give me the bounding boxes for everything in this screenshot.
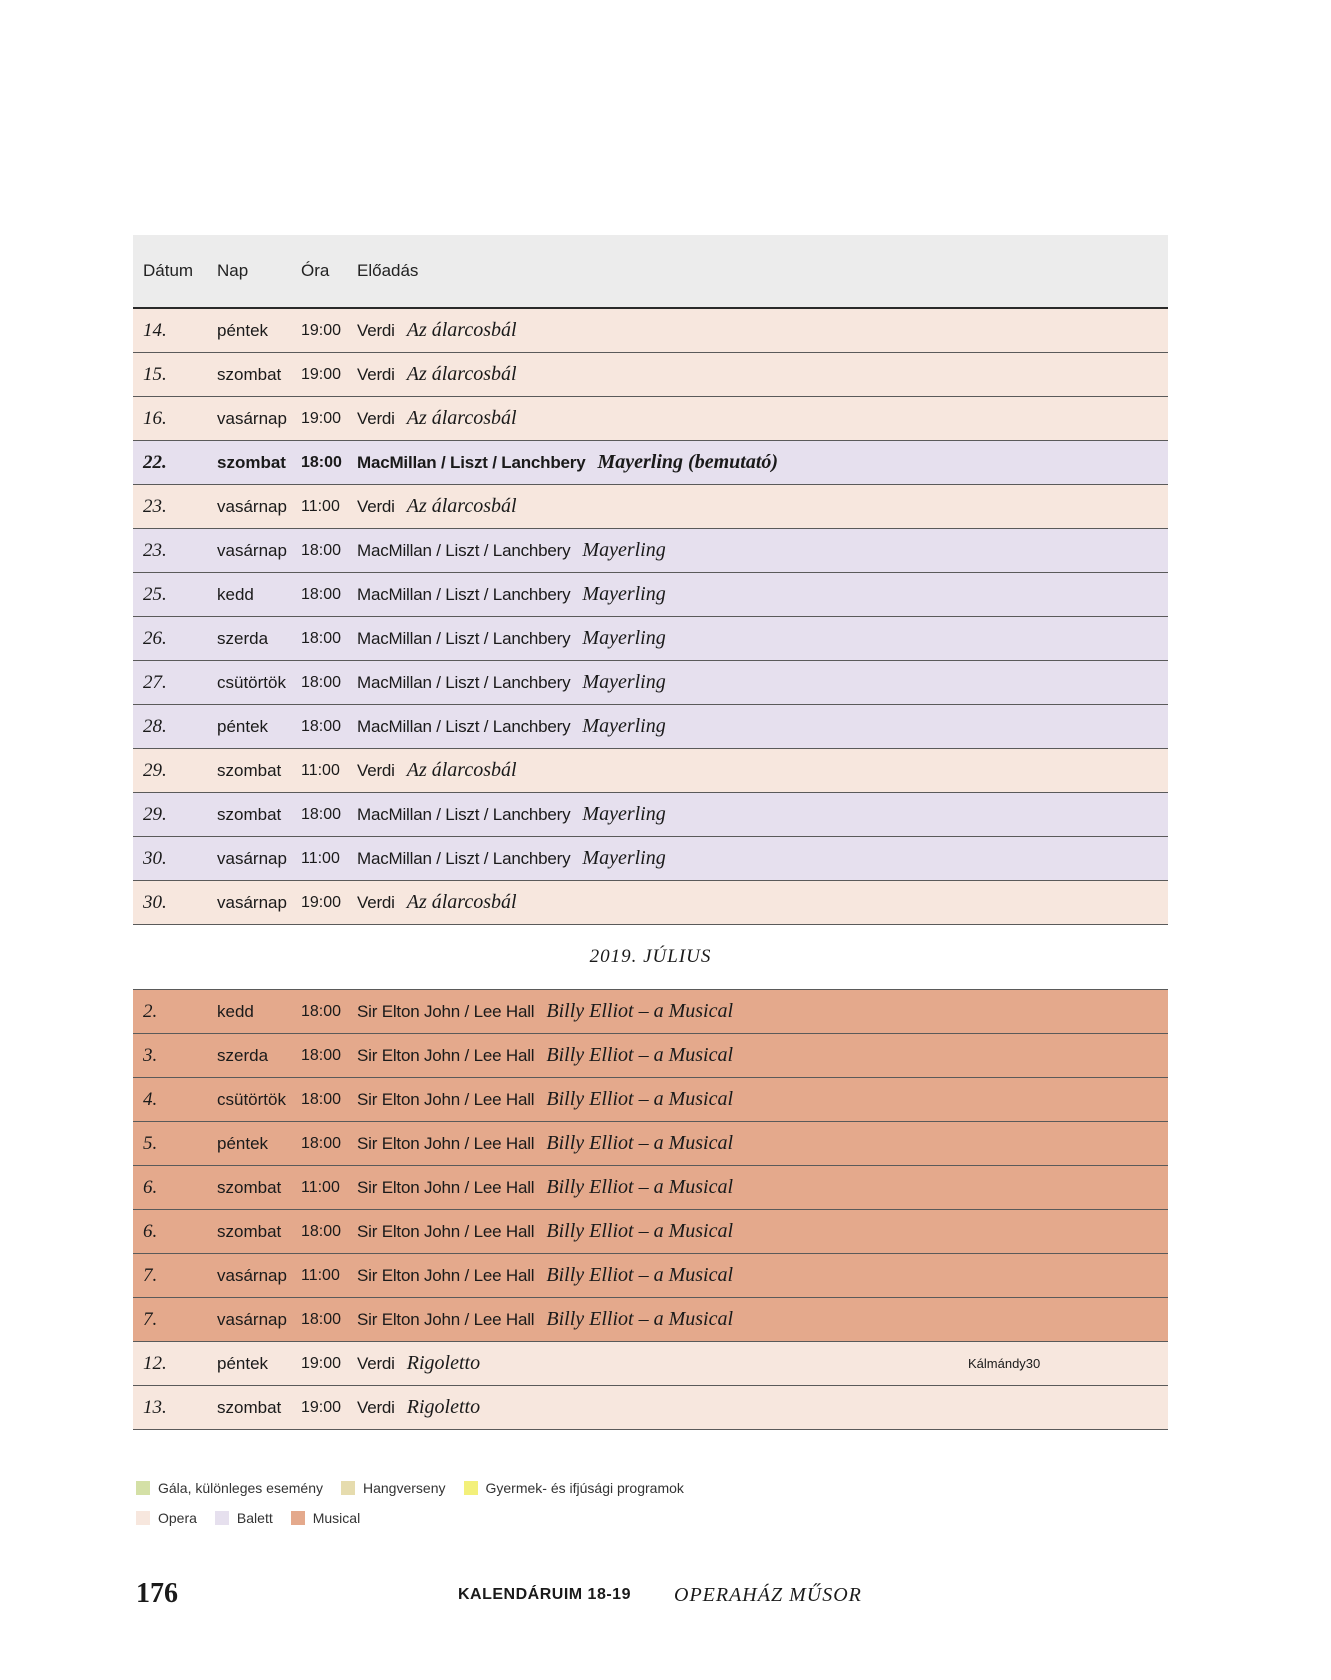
header-time: Óra <box>301 261 330 280</box>
legend-label: Gála, különleges esemény <box>158 1480 323 1496</box>
page-number: 176 <box>136 1578 178 1609</box>
row-performance <box>357 1220 1168 1243</box>
table-row <box>133 881 1168 925</box>
row-performance <box>357 1176 1168 1199</box>
row-time: 18:00 <box>301 1222 342 1240</box>
table-row <box>133 1342 1168 1386</box>
row-date: 27. <box>143 671 167 693</box>
section-name: OPERAHÁZ MŰSOR <box>674 1584 862 1606</box>
table-row <box>133 793 1168 837</box>
row-day: kedd <box>217 1001 254 1021</box>
legend-item <box>136 1480 323 1496</box>
legend-item <box>341 1480 446 1496</box>
row-composer: MacMillan / Liszt / Lanchbery <box>357 673 571 692</box>
row-composer: Verdi <box>357 321 395 340</box>
legend-label: Balett <box>236 1510 273 1526</box>
row-time: 19:00 <box>301 321 342 339</box>
row-time: 18:00 <box>301 1002 342 1020</box>
table-row <box>133 1078 1168 1122</box>
table-row <box>133 573 1168 617</box>
row-day: péntek <box>217 1133 269 1153</box>
table-row <box>133 309 1168 353</box>
table-row <box>133 1166 1168 1210</box>
row-date: 26. <box>143 627 167 649</box>
row-composer: Sir Elton John / Lee Hall <box>357 1310 535 1329</box>
row-date: 3. <box>143 1044 158 1066</box>
row-composer: MacMillan / Liszt / Lanchbery <box>357 541 571 560</box>
table-row <box>133 441 1168 485</box>
legend <box>136 1480 684 1540</box>
table-row <box>133 485 1168 529</box>
row-composer: MacMillan / Liszt / Lanchbery <box>357 717 571 736</box>
row-time: 18:00 <box>301 673 342 691</box>
row-date: 2. <box>143 1000 158 1022</box>
row-title: Mayerling <box>582 671 666 693</box>
row-date: 30. <box>143 847 167 869</box>
row-performance <box>357 803 1168 826</box>
row-date: 23. <box>143 495 167 517</box>
row-time: 18:00 <box>301 1090 342 1108</box>
row-day: szombat <box>217 452 286 472</box>
row-performance <box>357 1044 1168 1067</box>
row-time: 18:00 <box>301 1310 342 1328</box>
row-title: Mayerling <box>582 539 666 561</box>
row-composer: Verdi <box>357 1398 395 1417</box>
row-performance <box>357 1352 1168 1375</box>
row-performance <box>357 1132 1168 1155</box>
row-performance <box>357 363 1168 386</box>
legend-swatch <box>341 1481 355 1495</box>
row-performance <box>357 715 1168 738</box>
row-day: szerda <box>217 628 269 648</box>
row-time: 19:00 <box>301 1354 342 1372</box>
row-performance <box>357 759 1168 782</box>
row-time: 18:00 <box>301 629 342 647</box>
row-time: 18:00 <box>301 453 342 471</box>
row-day: szerda <box>217 1045 269 1065</box>
row-title: Mayerling (bemutató) <box>597 451 779 473</box>
row-title: Az álarcosbál <box>406 759 517 781</box>
table-header <box>133 235 1168 309</box>
row-composer: Verdi <box>357 761 395 780</box>
row-time: 18:00 <box>301 1046 342 1064</box>
table-row <box>133 1122 1168 1166</box>
row-title: Az álarcosbál <box>406 319 517 341</box>
row-date: 28. <box>143 715 167 737</box>
table-row <box>133 617 1168 661</box>
row-title: Mayerling <box>582 847 666 869</box>
table-row <box>133 1298 1168 1342</box>
row-date: 30. <box>143 891 167 913</box>
row-date: 6. <box>143 1220 158 1242</box>
row-date: 6. <box>143 1176 158 1198</box>
row-title: Mayerling <box>582 627 666 649</box>
row-date: 7. <box>143 1264 158 1286</box>
row-day: péntek <box>217 716 269 736</box>
table-row <box>133 837 1168 881</box>
row-composer: Verdi <box>357 893 395 912</box>
table-row <box>133 661 1168 705</box>
row-performance <box>357 847 1168 870</box>
row-date: 22. <box>143 451 167 473</box>
row-date: 23. <box>143 539 167 561</box>
table-row <box>133 397 1168 441</box>
june-rows <box>133 309 1168 925</box>
row-composer: MacMillan / Liszt / Lanchbery <box>357 849 571 868</box>
row-composer: MacMillan / Liszt / Lanchbery <box>357 585 571 604</box>
row-time: 11:00 <box>301 1266 340 1284</box>
legend-item <box>215 1510 273 1526</box>
table-row <box>133 353 1168 397</box>
row-date: 25. <box>143 583 167 605</box>
row-title: Billy Elliot – a Musical <box>546 1264 734 1286</box>
row-performance <box>357 583 1168 606</box>
row-date: 29. <box>143 759 167 781</box>
row-day: péntek <box>217 320 269 340</box>
row-title: Billy Elliot – a Musical <box>546 1220 734 1242</box>
row-time: 19:00 <box>301 409 342 427</box>
row-composer: Verdi <box>357 497 395 516</box>
row-title: Billy Elliot – a Musical <box>546 1132 734 1154</box>
row-time: 11:00 <box>301 1178 340 1196</box>
row-composer: MacMillan / Liszt / Lanchbery <box>357 805 571 824</box>
legend-item <box>291 1510 360 1526</box>
row-day: szombat <box>217 804 282 824</box>
legend-swatch <box>291 1511 305 1525</box>
row-title: Billy Elliot – a Musical <box>546 1308 734 1330</box>
row-day: vasárnap <box>217 496 287 516</box>
row-date: 14. <box>143 319 167 341</box>
legend-label: Opera <box>158 1510 197 1526</box>
legend-row <box>136 1510 684 1526</box>
row-time: 11:00 <box>301 761 340 779</box>
row-composer: Sir Elton John / Lee Hall <box>357 1090 535 1109</box>
row-performance <box>357 1088 1168 1111</box>
row-performance <box>357 495 1168 518</box>
legend-row <box>136 1480 684 1496</box>
row-day: szombat <box>217 1397 282 1417</box>
row-performance <box>357 891 1168 914</box>
legend-label: Musical <box>312 1510 361 1526</box>
row-composer: Sir Elton John / Lee Hall <box>357 1222 535 1241</box>
row-title: Az álarcosbál <box>406 363 517 385</box>
header-day: Nap <box>217 261 249 280</box>
legend-label: Gyermek- és ifjúsági programok <box>485 1480 684 1496</box>
row-title: Az álarcosbál <box>406 495 517 517</box>
row-time: 18:00 <box>301 541 342 559</box>
row-title: Az álarcosbál <box>406 891 517 913</box>
row-day: vasárnap <box>217 1265 287 1285</box>
row-performance <box>357 1264 1168 1287</box>
row-title: Rigoletto <box>406 1352 481 1374</box>
legend-label: Hangverseny <box>363 1480 446 1496</box>
table-row <box>133 529 1168 573</box>
row-day: csütörtök <box>217 672 286 692</box>
table-row <box>133 1210 1168 1254</box>
row-date: 7. <box>143 1308 158 1330</box>
row-time: 11:00 <box>301 497 340 515</box>
legend-swatch <box>136 1511 150 1525</box>
row-day: szombat <box>217 760 282 780</box>
row-time: 19:00 <box>301 893 342 911</box>
row-day: vasárnap <box>217 408 287 428</box>
row-title: Billy Elliot – a Musical <box>546 1088 734 1110</box>
row-day: szombat <box>217 1221 282 1241</box>
row-title: Rigoletto <box>406 1396 481 1418</box>
table-row <box>133 1034 1168 1078</box>
row-title: Billy Elliot – a Musical <box>546 1000 734 1022</box>
row-day: vasárnap <box>217 540 287 560</box>
row-composer: Sir Elton John / Lee Hall <box>357 1002 535 1021</box>
row-day: kedd <box>217 584 254 604</box>
july-rows <box>133 990 1168 1430</box>
row-time: 19:00 <box>301 365 342 383</box>
row-time: 19:00 <box>301 1398 342 1416</box>
row-performance <box>357 671 1168 694</box>
row-date: 13. <box>143 1396 167 1418</box>
table-row <box>133 705 1168 749</box>
legend-item <box>136 1510 197 1526</box>
row-time: 11:00 <box>301 849 340 867</box>
page-footer <box>136 1578 1136 1618</box>
row-day: vasárnap <box>217 892 287 912</box>
row-time: 18:00 <box>301 1134 342 1152</box>
row-date: 15. <box>143 363 167 385</box>
row-time: 18:00 <box>301 805 342 823</box>
row-composer: Verdi <box>357 365 395 384</box>
publication-name: KALENDÁRUIM 18-19 <box>458 1586 631 1603</box>
row-performance <box>357 451 1168 474</box>
row-day: vasárnap <box>217 848 287 868</box>
table-row <box>133 1254 1168 1298</box>
legend-item <box>464 1480 684 1496</box>
row-title: Billy Elliot – a Musical <box>546 1044 734 1066</box>
legend-swatch <box>215 1511 229 1525</box>
row-title: Billy Elliot – a Musical <box>546 1176 734 1198</box>
row-title: Mayerling <box>582 583 666 605</box>
row-composer: Sir Elton John / Lee Hall <box>357 1134 535 1153</box>
row-note: Kálmándy30 <box>968 1356 1041 1371</box>
table-row <box>133 990 1168 1034</box>
row-title: Mayerling <box>582 803 666 825</box>
row-date: 29. <box>143 803 167 825</box>
header-date: Dátum <box>143 261 194 280</box>
row-time: 18:00 <box>301 717 342 735</box>
row-performance <box>357 1396 1168 1419</box>
row-composer: Sir Elton John / Lee Hall <box>357 1046 535 1065</box>
row-performance <box>357 319 1168 342</box>
row-composer: MacMillan / Liszt / Lanchbery <box>357 629 571 648</box>
row-date: 12. <box>143 1352 167 1374</box>
row-performance <box>357 539 1168 562</box>
table-row <box>133 1386 1168 1430</box>
row-performance <box>357 627 1168 650</box>
row-day: szombat <box>217 1177 282 1197</box>
row-day: péntek <box>217 1353 269 1373</box>
row-day: szombat <box>217 364 282 384</box>
legend-swatch <box>464 1481 478 1495</box>
row-date: 4. <box>143 1088 158 1110</box>
row-composer: Verdi <box>357 409 395 428</box>
schedule-table <box>133 235 1168 1430</box>
row-composer: Verdi <box>357 1354 395 1373</box>
row-composer: Sir Elton John / Lee Hall <box>357 1266 535 1285</box>
row-performance <box>357 1000 1168 1023</box>
header-performance: Előadás <box>357 261 419 280</box>
row-title: Mayerling <box>582 715 666 737</box>
legend-swatch <box>136 1481 150 1495</box>
row-time: 18:00 <box>301 585 342 603</box>
row-performance <box>357 1308 1168 1331</box>
row-date: 5. <box>143 1132 158 1154</box>
row-day: vasárnap <box>217 1309 287 1329</box>
row-date: 16. <box>143 407 167 429</box>
row-composer: MacMillan / Liszt / Lanchbery <box>357 453 586 472</box>
row-title: Az álarcosbál <box>406 407 517 429</box>
month-heading: 2019. JÚLIUS <box>133 925 1168 990</box>
table-row <box>133 749 1168 793</box>
row-composer: Sir Elton John / Lee Hall <box>357 1178 535 1197</box>
row-day: csütörtök <box>217 1089 286 1109</box>
row-performance <box>357 407 1168 430</box>
